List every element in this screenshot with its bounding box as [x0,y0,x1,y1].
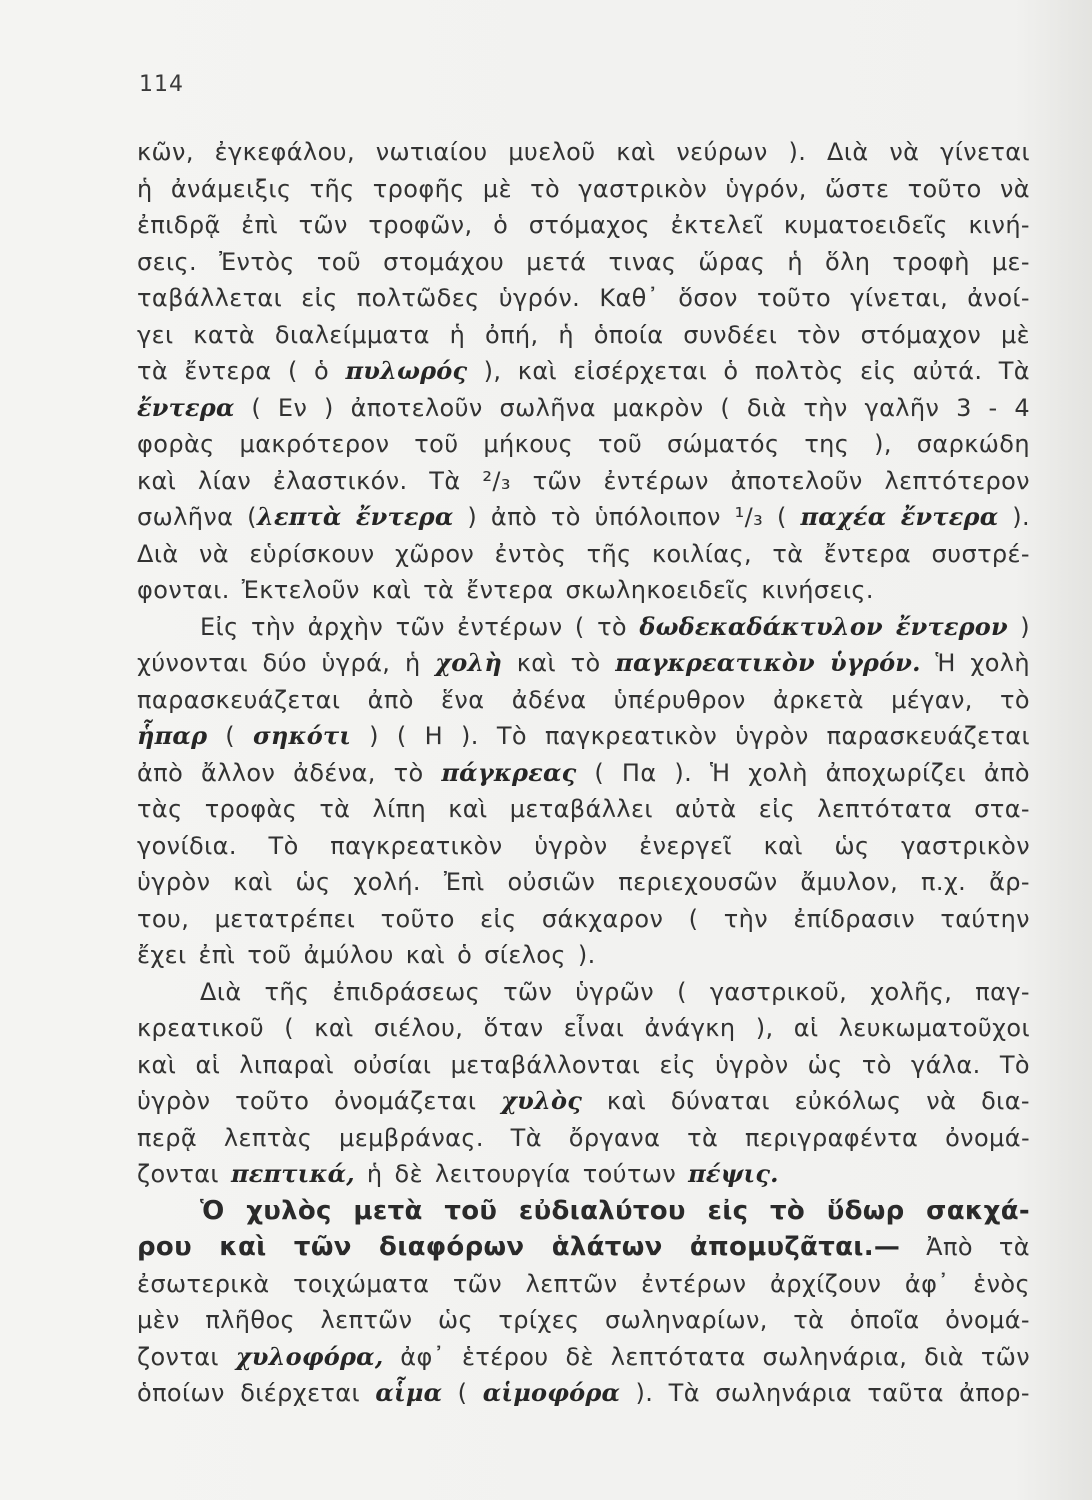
text-line [137,937,1030,974]
emphasized-term: χολὴ [435,648,503,677]
text-line [137,1156,1030,1193]
text-line [137,1229,1030,1266]
text-run: καὶ αἱ λιπαραὶ οὐσίαι μεταβάλλονται εἰς ὑγρὸν ὡς τὸ γάλα. Τὸ [137,1050,1030,1079]
text-run: παρασκευάζεται ἀπὸ ἕνα ἀδένα ὑπέρυθρον ἀρκετὰ μέγαν, τὸ [137,685,1030,714]
emphasized-term: λεπτὰ ἔντερα [256,502,454,531]
text-run: ταβάλλεται εἰς πολτῶδες ὑγρόν. Καθ᾽ ὅσον τοῦτο γίνεται, ἀνοί- [137,284,1030,312]
section-heading: ρου καὶ τῶν διαφόρων ἁλάτων ἀπομυζᾶται.— [137,1232,901,1262]
text-line [137,974,1030,1011]
text-line [137,1047,1030,1084]
text-run: ἀπὸ ἄλλον ἀδένα, τὸ [137,758,442,787]
text-run: Εἰς τὴν ἀρχὴν τῶν ἐντέρων ( τὸ [200,612,640,641]
emphasized-term: πυλωρός [345,356,468,385]
text-run: Διὰ νὰ εὑρίσκουν χῶρον ἐντὸς τῆς κοιλίας, τὰ ἔντερα συστρέ- [137,539,1030,568]
emphasized-term: ἧπαρ [137,721,208,750]
emphasized-term: πεπτικά, [230,1159,355,1188]
text-run: Ἡ χολὴ [920,649,1030,677]
text-run: ζονται [137,1342,236,1371]
text-run: ) [1007,612,1030,641]
text-run: ( [442,1379,483,1407]
text-run: ὁποίων διέρχεται [137,1379,376,1407]
text-run: γονίδια. Τὸ παγκρεατικὸν ὑγρὸν ἐνεργεῖ καὶ ὡς γαστρικὸν [137,831,1030,860]
text-run: ἐπιδρᾷ ἐπὶ τῶν τροφῶν, ὁ στόμαχος ἐκτελεῖ κυματοειδεῖς κινή- [137,211,1030,239]
text-line [137,207,1030,244]
emphasized-term: δωδεκαδάκτυλον ἔντερον [639,611,1008,641]
text-line [137,864,1030,901]
emphasized-term: ἔντερα [137,392,235,422]
text-run: ), καὶ εἰσέρχεται ὁ πολτὸς εἰς αὐτά. Τὰ [467,357,1030,385]
text-line [137,1339,1030,1376]
emphasized-term: χυλοφόρα, [235,1341,384,1371]
emphasized-term: αἱμοφόρα [482,1378,621,1407]
text-line [137,426,1030,463]
text-run: κρεατικοῦ ( καὶ σιέλου, ὅταν εἶναι ἀνάγκη ), αἱ λευκωματοῦχοι [137,1014,1030,1042]
text-run: τὰ ἔντερα ( ὁ [137,357,346,385]
text-run: ) ἀπὸ τὸ ὑπόλοιπον ¹/₃ ( [453,503,801,531]
text-run: μὲν πλῆθος λεπτῶν ὡς τρίχες σωληναρίων, τὰ ὁποῖα ὀνομά- [137,1306,1030,1334]
text-line [137,317,1030,354]
text-line [137,609,1030,646]
text-run: καὶ τὸ [502,649,616,677]
text-line [137,1266,1030,1303]
text-line [137,645,1030,682]
text-run: χύνονται δύο ὑγρά, ἡ [137,649,436,677]
text-run: ἔχει ἐπὶ τοῦ ἀμύλου καὶ ὁ σίελος ). [137,941,596,969]
text-line [137,1120,1030,1157]
emphasized-term: πάγκρεας [441,757,577,787]
text-line [137,244,1030,281]
text-run: περᾷ λεπτὰς μεμβράνας. Τὰ ὄργανα τὰ περιγραφέντα ὀνομά- [137,1123,1030,1152]
text-line [137,1375,1030,1412]
text-run: τὰς τροφὰς τὰ λίπη καὶ μεταβάλλει αὐτὰ εἰς λεπτότατα στα- [137,795,1030,823]
text-line [137,572,1030,609]
text-run: καὶ λίαν ἐλαστικόν. Τὰ ²/₃ τῶν ἐντέρων ἀποτελοῦν λεπτότερον [137,466,1030,495]
text-run: ὑγρὸν καὶ ὡς χολή. Ἐπὶ οὐσιῶν περιεχουσῶν ἄμυλον, π.χ. ἄρ- [137,868,1030,896]
text-run: ζονται [137,1160,231,1188]
text-line [137,718,1030,755]
emphasized-term: σηκότι [253,721,352,750]
text-line [137,682,1030,719]
text-run: Διὰ τῆς ἐπιδράσεως τῶν ὑγρῶν ( γαστρικοῦ, χολῆς, παγ- [200,977,1030,1006]
text-run: ὑγρὸν τοῦτο ὀνομάζεται [137,1087,502,1115]
text-line [137,171,1030,208]
text-run: Ἀπὸ τὰ [900,1233,1030,1261]
text-line [137,134,1030,171]
text-line [137,791,1030,828]
text-line [137,463,1030,500]
text-run: σεις. Ἐντὸς τοῦ στομάχου μετά τινας ὥρας ἡ ὅλη τροφὴ με- [137,247,1030,276]
text-run: φορὰς μακρότερον τοῦ μήκους τοῦ σώματός της ), σαρκώδη [137,430,1030,458]
text-line [137,499,1030,536]
body-text [137,134,1030,1412]
text-line [137,755,1030,792]
text-run: ( Εν ) ἀποτελοῦν σωλῆνα μακρὸν ( διὰ τὴν γαλῆν 3 - 4 [234,393,1030,422]
text-run: ἐσωτερικὰ τοιχώματα τῶν λεπτῶν ἐντέρων ἀρχίζουν ἀφ᾽ ἑνὸς [137,1269,1030,1298]
emphasized-term: παγκρεατικὸν ὑγρόν. [615,648,921,677]
text-run: ἡ ἀνάμειξις τῆς τροφῆς μὲ τὸ γαστρικὸν ὑγρόν, ὥστε τοῦτο νὰ [137,174,1030,203]
text-run: καὶ δύναται εὐκόλως νὰ δια- [582,1087,1030,1115]
text-line [137,280,1030,317]
text-line [137,353,1030,390]
emphasized-term: πέψις. [688,1159,779,1188]
text-line [137,828,1030,865]
text-run: ἀφ᾽ ἑτέρου δὲ λεπτότατα σωληνάρια, διὰ τῶν [383,1342,1030,1371]
text-line [137,536,1030,573]
text-run: ( Πα ). Ἡ χολὴ ἀποχωρίζει ἀπὸ [576,758,1030,787]
text-run: ) ( Η ). Τὸ παγκρεατικὸν ὑγρὸν παρασκευάζεται [351,722,1030,750]
text-run: γει κατὰ διαλείμματα ἡ ὀπή, ἡ ὁποία συνδέει τὸν στόμαχον μὲ [137,320,1030,349]
text-line [137,1083,1030,1120]
text-run: ( [207,722,253,750]
text-run: του, μετατρέπει τοῦτο εἰς σάκχαρον ( τὴν ἐπίδρασιν ταύτην [137,904,1030,933]
section-heading: Ὁ χυλὸς μετὰ τοῦ εὐδιαλύτου εἰς τὸ ὕδωρ σακχά- [200,1195,1030,1226]
text-run: σωλῆνα ( [137,503,257,531]
page-number: 114 [139,72,184,97]
text-line [137,901,1030,938]
emphasized-term: χυλὸς [501,1086,583,1115]
text-line [137,1010,1030,1047]
text-run: φονται. Ἐκτελοῦν καὶ τὰ ἔντερα σκωληκοειδεῖς κινήσεις. [137,576,874,604]
text-run: ). Τὰ σωληνάρια ταῦτα ἀπορ- [620,1379,1030,1407]
emphasized-term: παχέα ἔντερα [800,502,999,531]
text-line [137,1193,1030,1230]
text-run: ). [998,503,1030,531]
emphasized-term: αἷμα [375,1378,443,1407]
text-line [137,1302,1030,1339]
text-run: κῶν, ἐγκεφάλου, νωτιαίου μυελοῦ καὶ νεύρων ). Διὰ νὰ γίνεται [137,138,1030,166]
text-line [137,390,1030,427]
text-run: ἡ δὲ λειτουργία τούτων [354,1160,689,1188]
